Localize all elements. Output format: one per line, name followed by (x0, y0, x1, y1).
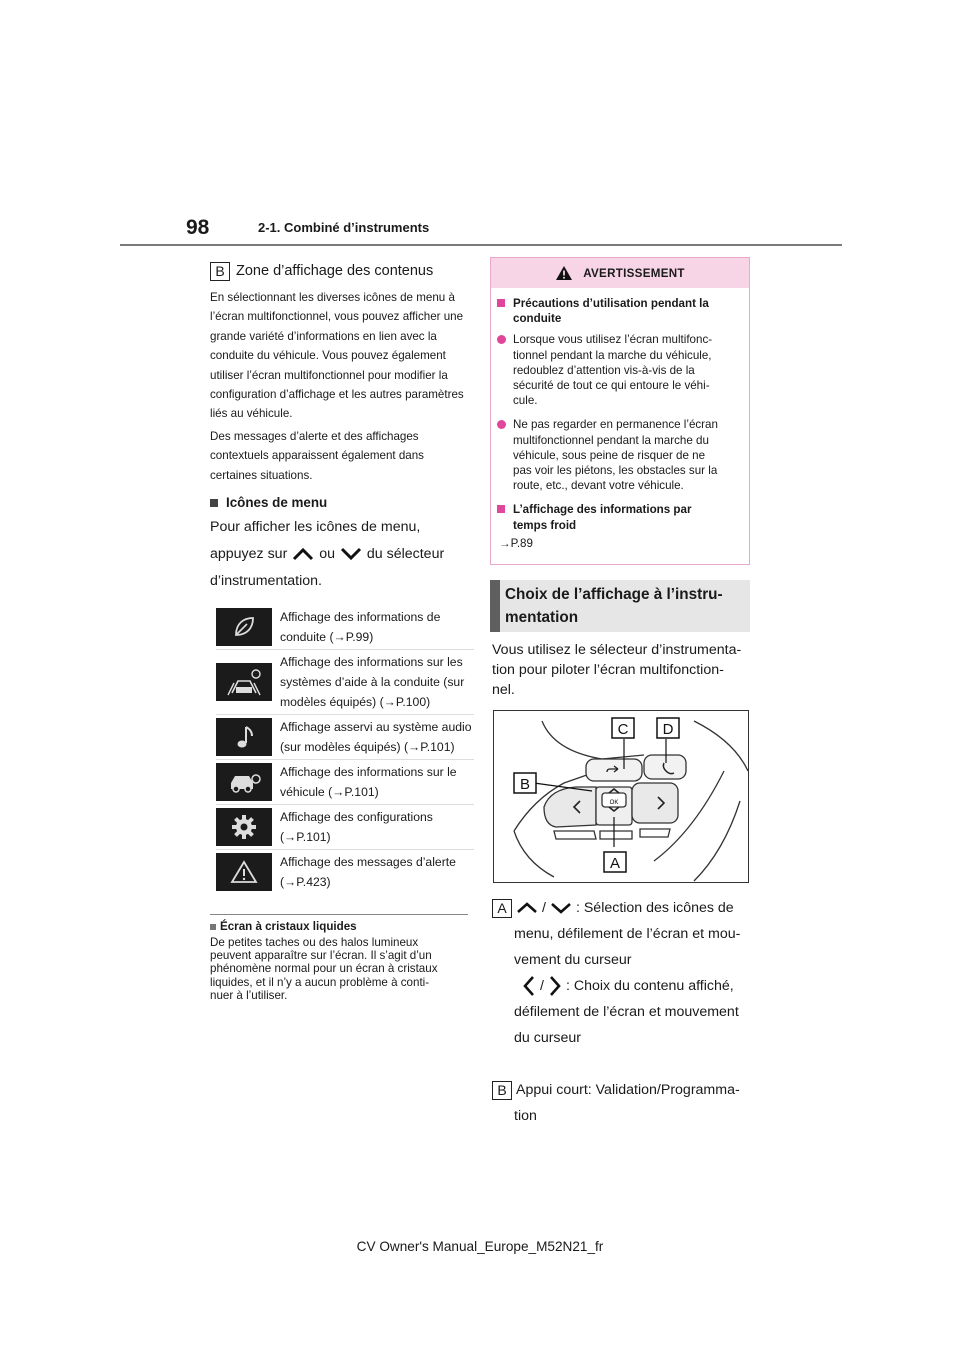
note-line: De petites taches ou des halos lumineux (210, 936, 419, 949)
leaf-icon (216, 608, 272, 646)
icon-description: Affichage des informations sur les systèmes d’aide à la conduite (sur modèles équipés) (→P.100) (280, 655, 465, 710)
warning-line: Ne pas regarder en permanence l’écran (513, 418, 718, 432)
warning-line: route, etc., devant votre véhicule. (513, 479, 684, 493)
note-line: nuer à l’utiliser. (210, 988, 288, 1002)
choice-title-line: mentation (505, 609, 579, 626)
legend-text: : Sélection des icônes de (575, 900, 734, 916)
square-bullet-icon (497, 296, 507, 326)
warning-item (497, 332, 741, 408)
label-badge-b: B (210, 262, 230, 281)
choice-paragraph-line: Vous utilisez le sélecteur d’instrumenta- (492, 642, 742, 658)
chevron-left-icon (522, 975, 536, 997)
legend-line (492, 895, 754, 921)
warning-line: Lorsque vous utilisez l’écran multifonc- (513, 333, 713, 347)
page-number: 98 (186, 216, 210, 239)
warning-line: cule. (513, 394, 538, 408)
icon-description: Affichage des configurations (→P.101) (280, 810, 433, 845)
menu-instructions-text: ou (319, 546, 335, 563)
warning-line: redoublez d’attention vis-à-vis de la (513, 363, 695, 377)
square-bullet-icon (210, 924, 216, 930)
warning-line: L’affichage des informations par (513, 503, 692, 517)
square-bullet-icon (497, 502, 507, 532)
chevron-right-icon (548, 975, 562, 997)
callout-c: C (617, 721, 629, 738)
menu-instructions-text: appuyez sur (210, 546, 288, 563)
menu-icon-table (216, 605, 474, 894)
menu-icons-title: Icônes de menu (226, 495, 328, 511)
warning-line: sécurité de tout ce qui entoure le véhi- (513, 379, 710, 393)
steering-switch-figure (493, 710, 749, 883)
lcd-note-heading (210, 920, 470, 933)
icon-description: Affichage des messages d’alerte (→P.423) (280, 855, 456, 890)
music-note-icon (216, 718, 272, 756)
choice-paragraph (492, 640, 754, 700)
dot-bullet-icon (497, 417, 507, 493)
icon-description: Affichage des informations de conduite (→P.99) (280, 610, 441, 645)
gear-icon (216, 808, 272, 846)
content-area-title: Zone d’affichage des contenus (236, 263, 434, 279)
choice-title-line: Choix de l’affichage à l’instru- (505, 586, 723, 603)
legend-line: du curseur (514, 1030, 582, 1046)
choice-paragraph-line: tion pour piloter l’écran multifonction- (492, 662, 724, 678)
square-bullet-icon (210, 499, 218, 507)
warning-page-ref: →P.89 (499, 536, 533, 550)
warning-line: véhicule, sous peine de risquer de ne (513, 448, 706, 462)
note-line: peuvent apparaître sur l’écran. Il s’agit d’un (210, 949, 432, 963)
note-divider (210, 914, 468, 915)
warning-line: multifonctionnel pendant la marche du (513, 433, 709, 447)
heading-accent-bar (490, 580, 500, 632)
footer-manual-id: CV Owner's Manual_Europe_M52N21_fr (356, 1239, 604, 1254)
choice-heading-title (505, 583, 723, 629)
warning-item (497, 502, 741, 532)
left-column (210, 258, 472, 894)
lcd-note-text (210, 936, 470, 1002)
ok-button-label: OK (609, 800, 619, 806)
legend-line (492, 1077, 754, 1103)
choice-paragraph-line: nel. (492, 682, 515, 698)
legend-text: Appui court: Validation/Programma- (516, 1082, 740, 1098)
icon-row-settings (216, 804, 474, 849)
menu-instructions-line: d’instrumentation. (210, 573, 322, 590)
icon-description: Affichage asservi au système audio (sur modèles équipés) (→P.101) (280, 720, 472, 755)
choice-heading-box (490, 580, 750, 632)
warning-item (497, 417, 741, 493)
content-area-heading (210, 258, 468, 284)
note-line: phénomène normal pour un écran à cristaux (210, 962, 438, 976)
icon-row-alerts (216, 849, 474, 894)
content-area-paragraph: En sélectionnant les diverses icônes de menu à l’écran multifonctionnel, vous pouvez afficher une grande variété d’informations en lien avec la conduite du véhicule. Vous pouvez également utiliser l’écran multifonctionnel pour modifier la configuration d’affichage et les autres paramètres liés au véhicule. (210, 291, 464, 421)
warning-line: Précautions d’utilisation pendant la (513, 297, 709, 310)
icon-row-driving-info (216, 605, 474, 649)
legend-line: défilement de l’écran et mouvement (514, 1004, 739, 1020)
switch-legend (492, 895, 754, 1129)
lcd-note-title: Écran à cristaux liquides (220, 920, 357, 933)
driver-assist-icon (216, 663, 272, 701)
warning-line: tionnel pendant la marche du véhicule, (513, 348, 712, 362)
legend-separator: / (540, 978, 544, 994)
menu-instructions (210, 514, 468, 595)
warning-item (497, 296, 741, 326)
legend-line: menu, défilement de l’écran et mou- (514, 926, 741, 942)
legend-line: vement du curseur (514, 952, 632, 968)
alerts-paragraph: Des messages d’alerte et des affichages contextuels apparaissent également dans certaines situations. (210, 429, 424, 482)
icon-row-vehicle-info (216, 759, 474, 804)
warning-body (491, 288, 749, 550)
chevron-up-icon (516, 902, 538, 914)
note-line: liquides, et il n’y a aucun problème à conti- (210, 975, 430, 989)
menu-instructions-line (210, 541, 468, 568)
car-info-icon (216, 763, 272, 801)
warning-line: temps froid (513, 518, 577, 532)
warning-header (491, 258, 749, 288)
warning-line: pas voir les piétons, les obstacles sur la (513, 464, 718, 478)
callout-b: B (519, 776, 531, 793)
icon-row-driver-assist (216, 649, 474, 714)
chevron-down-icon (550, 902, 572, 914)
warning-title: AVERTISSEMENT (583, 266, 685, 280)
menu-instructions-text: du sélecteur (366, 546, 445, 563)
header-rule (120, 244, 842, 246)
legend-spacer (492, 1051, 754, 1077)
legend-separator: / (542, 900, 546, 916)
legend-text: : Choix du contenu affiché, (565, 978, 734, 994)
label-badge-b: B (492, 1081, 512, 1100)
callout-d: D (662, 721, 674, 738)
callout-a: A (609, 855, 621, 872)
chevron-down-icon (339, 547, 363, 561)
steering-wheel-illustration (494, 711, 749, 883)
warning-box (490, 257, 750, 565)
chevron-up-icon (291, 547, 315, 561)
warning-triangle-icon (555, 265, 573, 281)
legend-line: tion (514, 1108, 537, 1124)
warning-line: conduite (513, 312, 562, 326)
menu-instructions-line: Pour afficher les icônes de menu, (210, 519, 421, 536)
warning-triangle-icon (216, 853, 272, 891)
dot-bullet-icon (497, 332, 507, 408)
menu-icons-heading (210, 495, 468, 510)
legend-line (492, 973, 754, 999)
section-title: 2-1. Combiné d’instruments (258, 220, 430, 235)
icon-row-audio (216, 714, 474, 759)
lcd-note (210, 920, 470, 1002)
label-badge-a: A (492, 899, 512, 918)
icon-description: Affichage des informations sur le véhicule (→P.101) (280, 765, 457, 800)
